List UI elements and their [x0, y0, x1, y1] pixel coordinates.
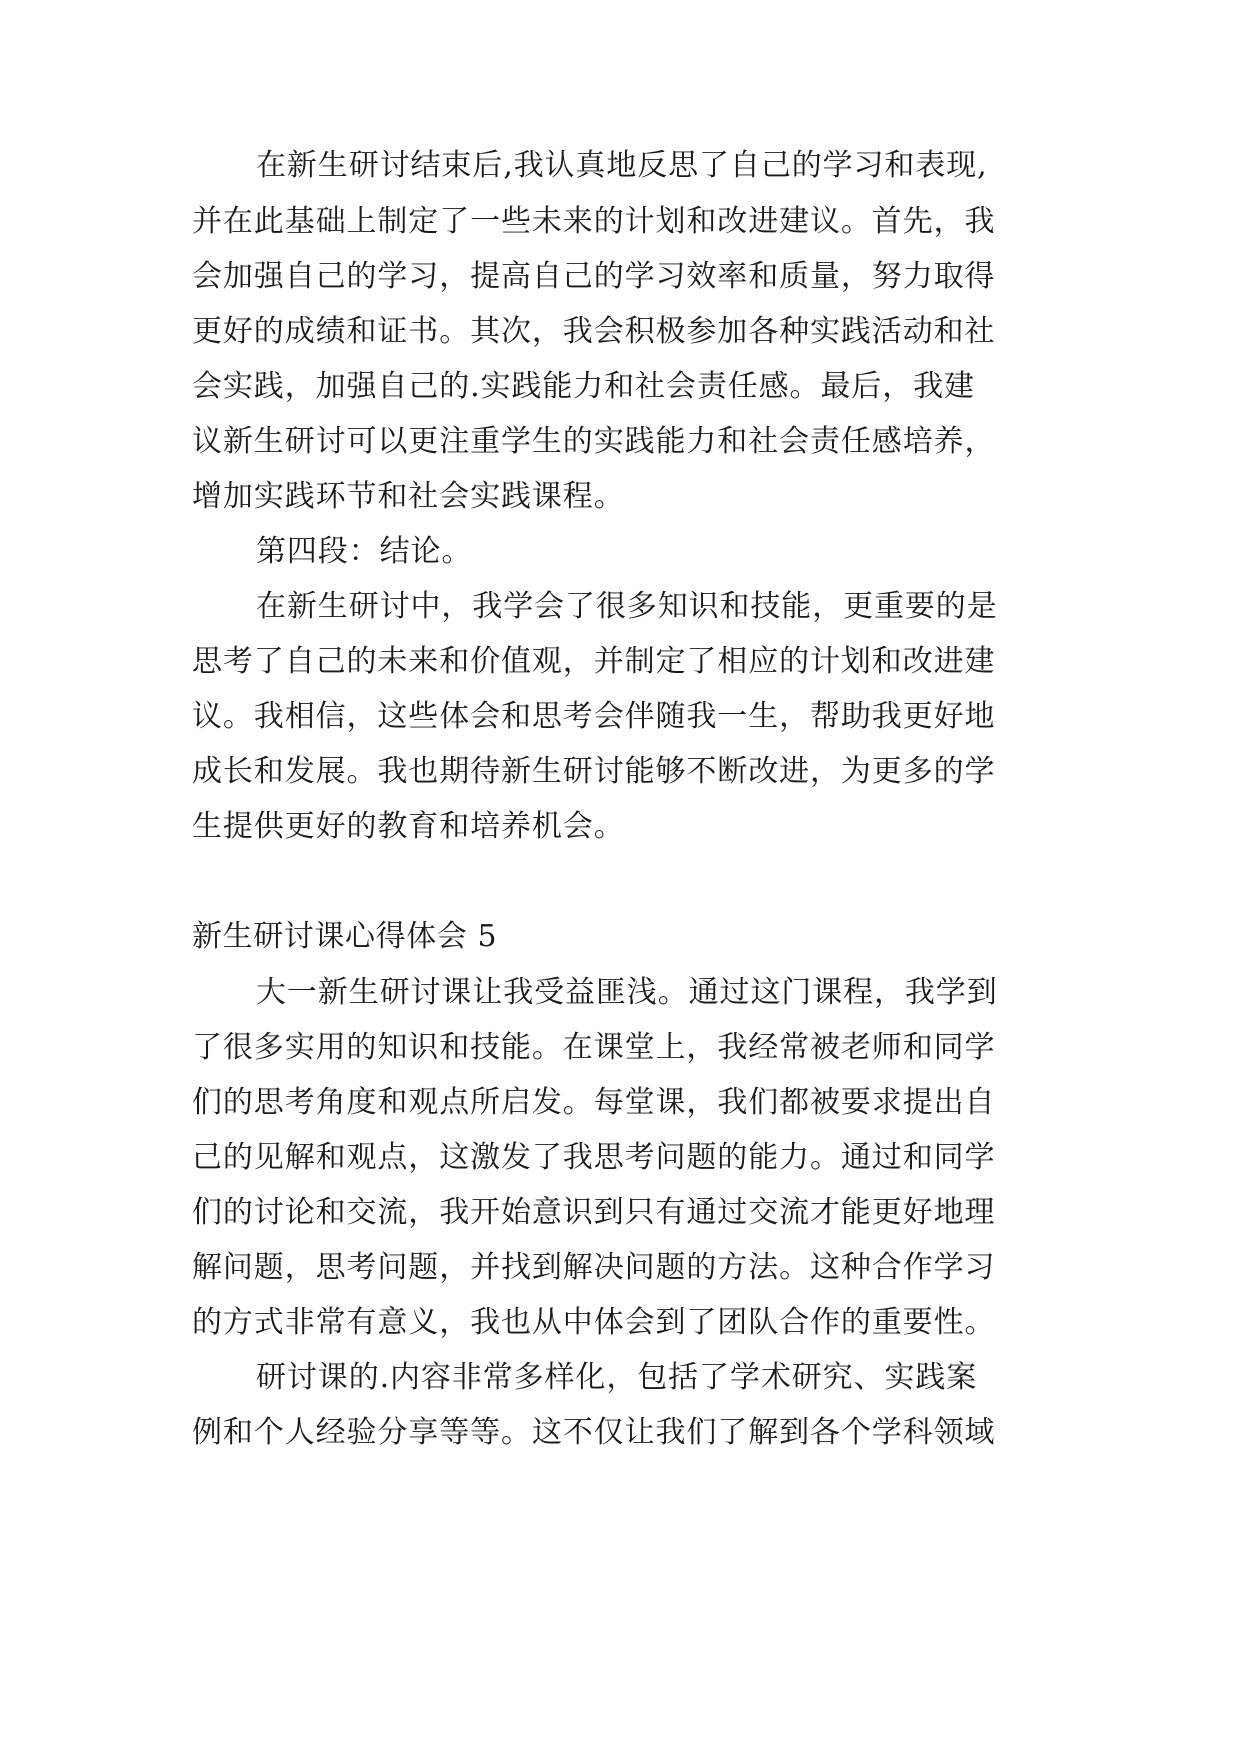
paragraph-line: 议新生研讨可以更注重学生的实践能力和社会责任感培养， [192, 424, 996, 459]
paragraph-line: 大一新生研讨课让我受益匪浅。通过这门课程，我学到 [256, 975, 998, 1010]
paragraph-line: 们的思考角度和观点所启发。每堂课，我们都被要求提出自 [192, 1085, 996, 1120]
paragraph-line: 会实践，加强自己的.实践能力和社会责任感。最后，我建 [192, 369, 975, 404]
paragraph-line: 思考了自己的未来和价值观，并制定了相应的计划和改进建 [192, 644, 996, 679]
paragraph-line: 更好的成绩和证书。其次，我会积极参加各种实践活动和社 [192, 314, 996, 349]
paragraph-line: 例和个人经验分享等等。这不仅让我们了解到各个学科领域 [192, 1415, 996, 1450]
paragraph-line: 在新生研讨结束后,我认真地反思了自己的学习和表现, [256, 148, 988, 183]
section-title: 新生研讨课心得体会 5 [192, 919, 498, 954]
paragraph-line: 并在此基础上制定了一些未来的计划和改进建议。首先，我 [192, 204, 996, 239]
paragraph-line: 在新生研讨中，我学会了很多知识和技能，更重要的是 [256, 589, 998, 624]
paragraph-line: 会加强自己的学习，提高自己的学习效率和质量，努力取得 [192, 259, 996, 294]
paragraph-line: 议。我相信，这些体会和思考会伴随我一生，帮助我更好地 [192, 699, 996, 734]
paragraph-line: 的方式非常有意义，我也从中体会到了团队合作的重要性。 [192, 1305, 996, 1340]
paragraph-line: 增加实践环节和社会实践课程。 [192, 479, 625, 514]
paragraph-line: 己的见解和观点，这激发了我思考问题的能力。通过和同学 [192, 1140, 996, 1175]
paragraph-line: 成长和发展。我也期待新生研讨能够不断改进，为更多的学 [192, 754, 996, 789]
paragraph-line: 研讨课的.内容非常多样化，包括了学术研究、实践案 [256, 1360, 978, 1395]
paragraph-line: 第四段：结论。 [256, 534, 473, 569]
paragraph-line: 们的讨论和交流，我开始意识到只有通过交流才能更好地理 [192, 1195, 996, 1230]
paragraph-line: 了很多实用的知识和技能。在课堂上，我经常被老师和同学 [192, 1030, 996, 1065]
paragraph-line: 解问题，思考问题，并找到解决问题的方法。这种合作学习 [192, 1250, 996, 1285]
paragraph-line: 生提供更好的教育和培养机会。 [192, 809, 625, 844]
